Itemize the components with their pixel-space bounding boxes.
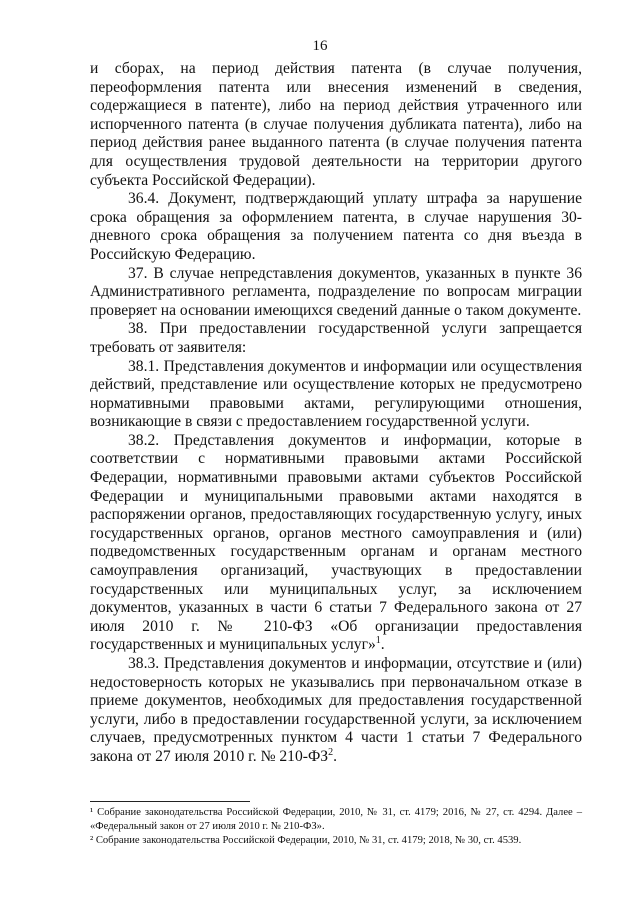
document-body xyxy=(90,60,582,767)
paragraph-38-1: 38.1. Представления документов и информации или осуществления действий, представление или осуществление которых не предусмотрено нормативными правовыми актами, регулирующими отношения, возникающие в связи с предоставлением государственной услуги. xyxy=(90,357,582,431)
footnotes xyxy=(90,806,582,848)
paragraph-38-2: 38.2. Представления документов и информации, которые в соответствии с нормативными правовыми актами Российской Федерации, нормативными правовыми актами субъектов Российской Федерации и муниципальными правовыми актами находятся в распоряжении органов, предоставляющих государственную услугу, иных государственных органов, органов местного самоуправления и (или) подведомственных государственным органам и органам местного самоуправления организаций, участвующих в предоставлении государственных или муниципальных услуг, за исключением документов, указанных в части 6 статьи 7 Федерального закона от 27 июля 2010 г. № 210-ФЗ «Об организации предоставления государственных и муниципальных услуг»$^1$. xyxy=(90,431,582,654)
page-number: 16 xyxy=(312,38,328,54)
paragraph-38: 38. При предоставлении государственной услуги запрещается требовать от заявителя: xyxy=(90,320,582,356)
footnote-divider xyxy=(90,801,250,802)
paragraph-36-4: 36.4. Документ, подтверждающий уплату штрафа за нарушение срока обращения за оформлением патента, в случае нарушения 30-дневного срока обращения за получением патента со дня въезда в Российскую Федерацию. xyxy=(90,190,582,263)
footnote-ref-1: 1 xyxy=(375,635,381,647)
paragraph-38-3-text: 38.3. Представления документов и информации, отсутствие и (или) недостоверность которых не указывались при первоначальном отказе в приеме документов, необходимых для предоставления государственной услуги, либо в предоставлении государственной услуги, за исключением случаев, предусмотренных пунктом 4 части 1 статьи 7 Федерального закона от 27 июля 2010 г. № 210-ФЗ xyxy=(90,655,582,765)
footnote-1: ¹ Собрание законодательства Российской Федерации, 2010, № 31, ст. 4179; 2016, № 27, ст. 4294. Далее – «Федеральный закон от 27 июля 2010 г. № 210-ФЗ». xyxy=(90,807,582,832)
paragraph-38-3: 38.3. Представления документов и информации, отсутствие и (или) недостоверность которых не указывались при первоначальном отказе в приеме документов, необходимых для предоставления государственной услуги, либо в предоставлении государственной услуги, за исключением случаев, предусмотренных пунктом 4 части 1 статьи 7 Федерального закона от 27 июля 2010 г. № $210-ФЗ^2$. xyxy=(90,655,582,765)
footnote-2: ² Собрание законодательства Российской Федерации, 2010, № 31, ст. 4179; 2018, № 30, ст. 4539. xyxy=(90,835,522,846)
paragraph-continuation: и сборах, на период действия патента (в случае получения, переоформления патента или внесения изменений в сведения, содержащиеся в патенте), либо на период действия утраченного или испорченного патента (в случае получения дубликата патента), либо на период действия ранее выданного патента (в случае получения патента для осуществления трудовой деятельности на территории другого субъекта Российской Федерации). xyxy=(90,60,582,189)
paragraph-37: 37. В случае непредставления документов, указанных в пункте 36 Административного регламента, подразделение по вопросам миграции проверяет на основании имеющихся сведений данные о таком документе. xyxy=(90,264,582,319)
paragraph-38-2-text: 38.2. Представления документов и информации, которые в соответствии с нормативными правовыми актами Российской Федерации, нормативными правовыми актами субъектов Российской Федерации и муниципальными правовыми актами находятся в распоряжении органов, предоставляющих государственную услугу, иных государственных органов, органов местного самоуправления и (или) подведомственных государственным органам и органам местного самоуправления организаций, участвующих в предоставлении государственных или муниципальных услуг, за исключением документов, указанных в части 6 статьи 7 Федерального закона от 27 июля 2010 г. № 210-ФЗ «Об организации предоставления государственных и муниципальных услуг» xyxy=(90,431,582,654)
footnote-ref-2: 2 xyxy=(328,746,334,758)
